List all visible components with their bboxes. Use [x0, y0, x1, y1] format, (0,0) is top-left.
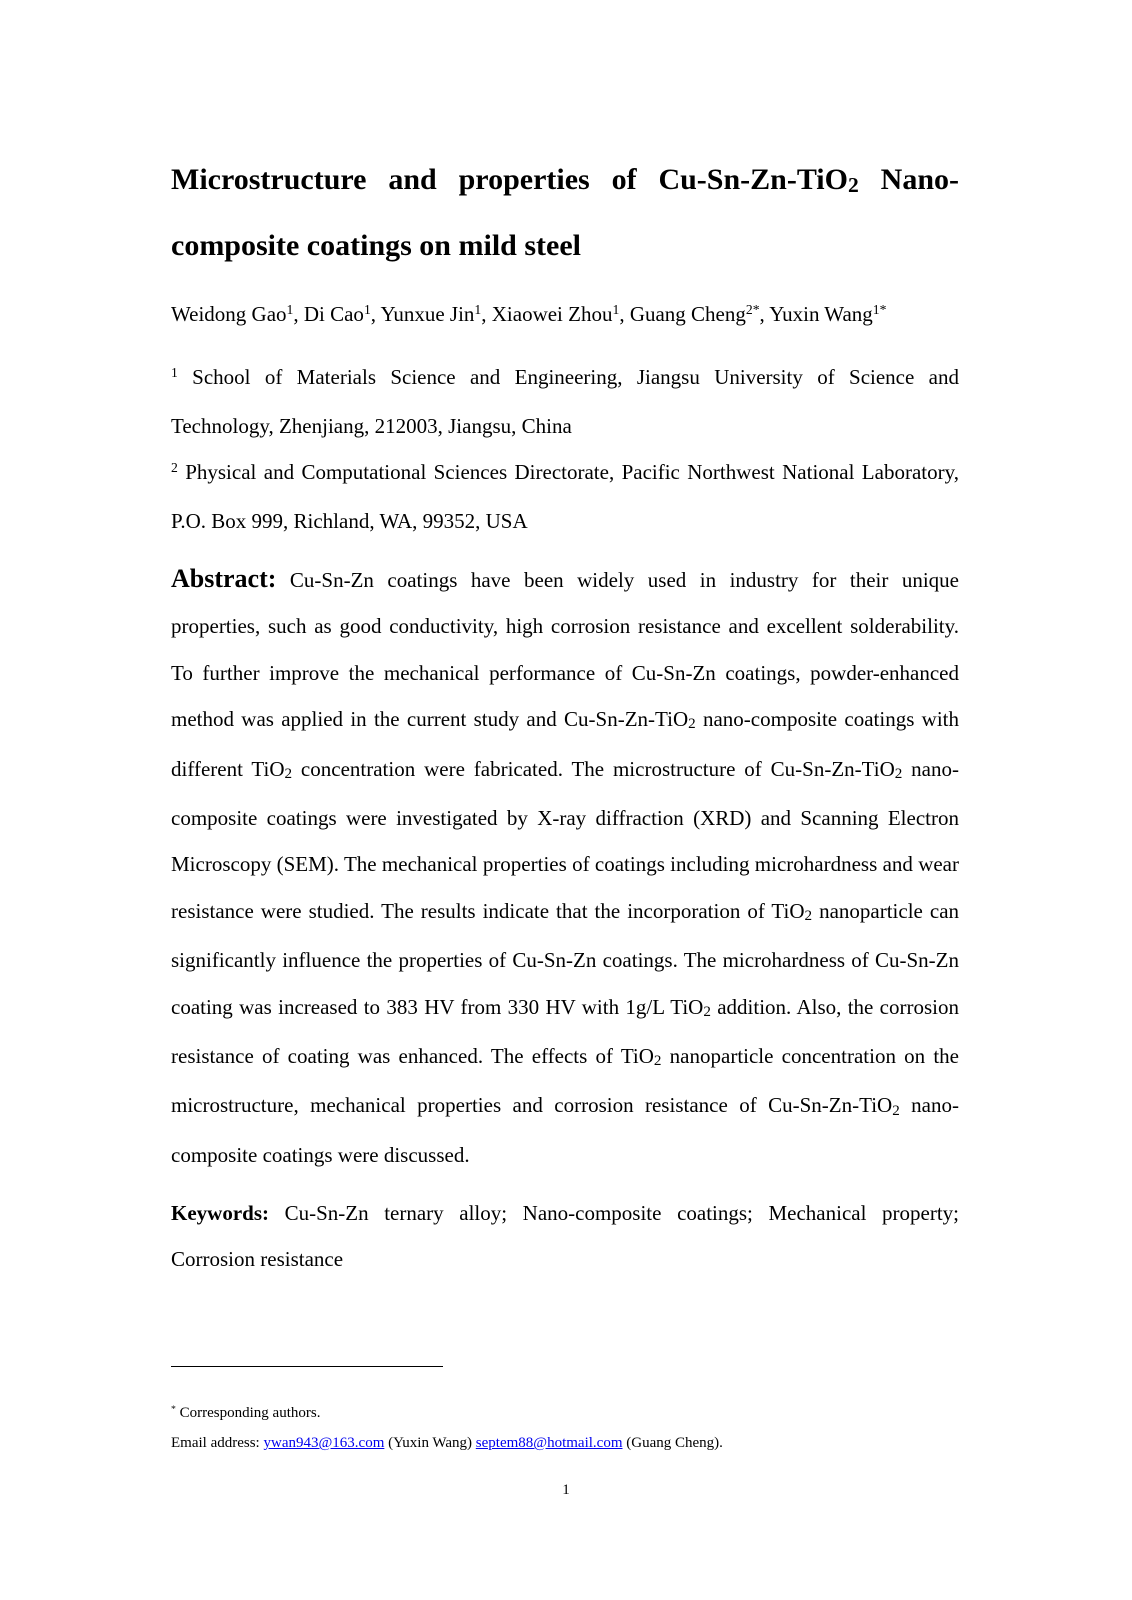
footnote-email — [171, 1429, 959, 1458]
author-separator: , — [619, 302, 630, 326]
paper-body — [171, 148, 959, 1282]
abstract-subscript: 2 — [804, 908, 813, 925]
email-label: Email address: — [171, 1435, 264, 1451]
affiliation-text: Physical and Computational Sciences Directorate, Pacific Northwest National Laboratory, P.O. Box 999, Richland, WA, 99352, USA — [171, 460, 959, 533]
abstract-text: nano-composite coatings were investigated by X-ray diffraction (XRD) and Scanning Electron Microscopy (SEM). The mechanical properties of coatings including microhardness and wear resistance were studied. The results indicate that the incorporation of TiO — [171, 756, 959, 923]
author-name: Guang Cheng — [629, 302, 746, 326]
affiliation-mark: 2 — [171, 459, 178, 475]
author-separator: , — [759, 302, 770, 326]
abstract-subscript: 2 — [284, 765, 293, 782]
footnote-corresponding — [171, 1399, 959, 1429]
author-name: Xiaowei Zhou — [491, 302, 613, 326]
author-affiliation-mark: 1 — [474, 301, 482, 317]
affiliation-mark: 1 — [171, 364, 178, 380]
affiliation-1 — [171, 354, 959, 449]
footnote-divider — [171, 1366, 443, 1367]
abstract — [171, 556, 959, 1178]
abstract-text: nano-composite coatings with different TiO — [171, 707, 959, 781]
author-separator: , — [370, 302, 381, 326]
author-name: Yuxin Wang — [769, 302, 873, 326]
affiliation-2 — [171, 449, 959, 544]
keywords-label: Keywords: — [171, 1201, 269, 1226]
author-name: Weidong Gao — [171, 302, 287, 326]
author-affiliation-mark: 1 — [612, 301, 620, 317]
abstract-subscript: 2 — [688, 716, 696, 733]
author-name: Yunxue Jin — [380, 302, 475, 326]
abstract-text: nanoparticle concentration on the microstructure, mechanical properties and corrosion resistance of Cu-Sn-Zn-TiO — [171, 1044, 959, 1118]
footnotes — [171, 1399, 959, 1458]
footnote-corresponding-text: Corresponding authors. — [175, 1405, 321, 1421]
email-owner-yuxin-wang: (Yuxin Wang) — [384, 1435, 476, 1451]
footnote-star: * — [171, 1403, 176, 1415]
paper-title — [171, 148, 959, 277]
author-affiliation-mark: 1* — [872, 301, 887, 317]
keywords — [171, 1190, 959, 1282]
author-list — [171, 297, 959, 334]
abstract-text: Cu-Sn-Zn coatings have been widely used in industry for their unique properties, such as good conductivity, high corrosion resistance and excellent solderability. To further improve the mechanical performance of Cu-Sn-Zn coatings, powder-enhanced method was applied in the current study and Cu-Sn-Zn-TiO — [171, 568, 959, 732]
abstract-subscript: 2 — [892, 1102, 900, 1119]
abstract-label: Abstract: — [171, 564, 277, 593]
author-separator: , — [293, 302, 304, 326]
abstract-text: concentration were fabricated. The microstructure of Cu-Sn-Zn-TiO — [292, 756, 895, 781]
abstract-subscript: 2 — [703, 1003, 711, 1020]
email-link-yuxin-wang[interactable]: ywan943@163.com — [263, 1435, 385, 1451]
author-separator: , — [481, 302, 492, 326]
keywords-text: Cu-Sn-Zn ternary alloy; Nano-composite coatings; Mechanical property; Corrosion resistance — [171, 1201, 959, 1272]
author-affiliation-mark: 1 — [363, 301, 371, 317]
email-owner-guang-cheng: (Guang Cheng). — [622, 1435, 723, 1451]
abstract-subscript: 2 — [653, 1053, 662, 1070]
title-text: Microstructure and properties of Cu-Sn-Zn-TiO — [171, 163, 848, 196]
page-number: 1 — [562, 1482, 570, 1498]
abstract-text: nano-composite coatings were discussed. — [171, 1093, 959, 1167]
affiliation-text: School of Materials Science and Engineering, Jiangsu University of Science and Technology, Zhenjiang, 212003, Jiangsu, China — [171, 365, 959, 438]
abstract-text: addition. Also, the corrosion resistance of coating was enhanced. The effects of TiO — [171, 994, 959, 1069]
title-text-end: Nano-composite coatings on mild steel — [171, 163, 960, 262]
author-affiliation-mark: 1 — [286, 301, 294, 317]
abstract-subscript: 2 — [894, 765, 903, 782]
email-link-guang-cheng[interactable]: septem88@hotmail.com — [475, 1435, 623, 1451]
author-affiliation-mark: 2* — [745, 301, 760, 317]
title-subscript: 2 — [847, 173, 859, 198]
author-name: Di Cao — [303, 302, 364, 326]
abstract-text: nanoparticle can significantly influence the properties of Cu-Sn-Zn coatings. The microhardness of Cu-Sn-Zn coating was increased to 383 HV from 330 HV with 1g/L TiO — [171, 898, 960, 1019]
